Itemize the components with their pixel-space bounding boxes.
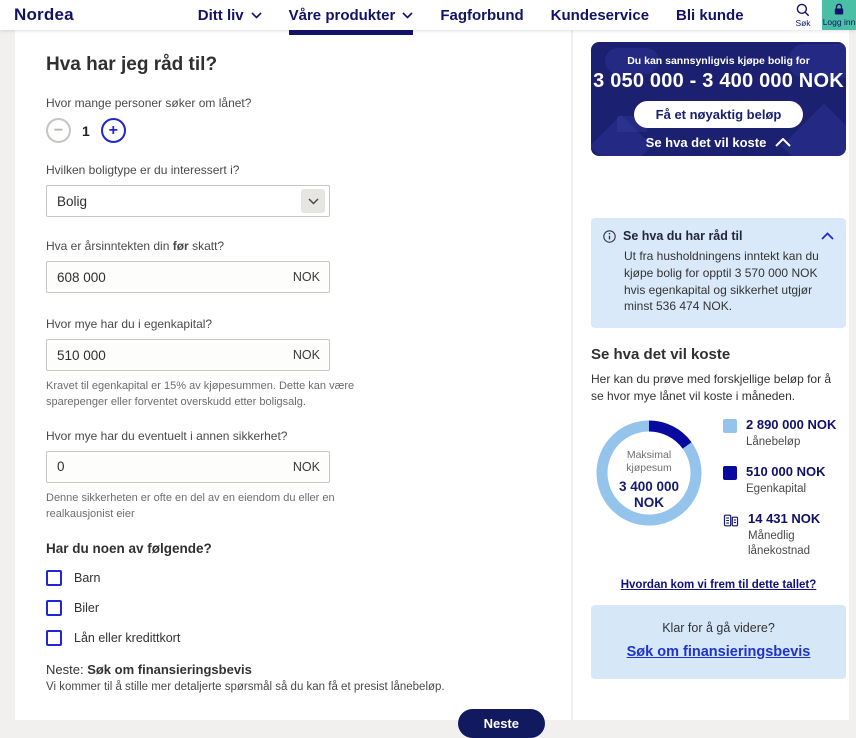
search-icon	[796, 3, 810, 17]
nav-item-bli-kunde[interactable]: Bli kunde	[676, 6, 744, 24]
applicants-value: 1	[82, 122, 90, 139]
equity-input[interactable]	[46, 339, 330, 371]
svg-text:NOK: NOK	[634, 494, 664, 510]
checkbox-lan-kredittkort[interactable]	[46, 630, 62, 646]
other-security-unit: NOK	[292, 459, 320, 474]
price-range-eyebrow: Du kan sannsynligvis kjøpe bolig for	[627, 55, 810, 67]
how-we-calculated-link[interactable]: Hvordan kom vi frem til dette tallet?	[620, 578, 817, 591]
affordability-info-box	[591, 218, 846, 328]
svg-text:3 400 000: 3 400 000	[618, 478, 680, 494]
cost-section-description: Her kan du prøve med forskjellige beløp for å se hvor mye lånet vil koste i måneden.	[591, 372, 832, 403]
chevron-down-icon	[402, 12, 413, 19]
increase-applicants-button[interactable]: +	[101, 118, 126, 143]
search-button[interactable]: Søk	[784, 0, 822, 30]
chart-legend	[723, 415, 840, 559]
legend-item-loan: 2 890 000 NOK Lånebeløp	[723, 417, 840, 450]
cost-section-title: Se hva det vil koste	[591, 346, 731, 364]
login-button[interactable]: Logg inn	[822, 0, 856, 30]
top-navigation-bar	[0, 0, 856, 30]
loan-amount-swatch	[723, 419, 737, 433]
price-range-value: 3 050 000 - 3 400 000 NOK	[593, 70, 844, 92]
lock-icon	[833, 3, 845, 16]
other-security-field-wrapper	[46, 451, 330, 483]
next-button[interactable]: Neste	[458, 709, 545, 738]
select-chevron-button[interactable]	[301, 189, 325, 213]
page-title: Hva har jeg råd til?	[46, 54, 218, 75]
info-icon	[603, 230, 616, 243]
housing-type-select[interactable]	[46, 185, 330, 217]
nav-item-vare-produkter[interactable]: Våre produkter	[289, 0, 414, 30]
svg-text:Maksimal: Maksimal	[626, 448, 672, 461]
header-actions	[784, 0, 856, 30]
next-step-description: Vi kommer til å stille mer detaljerte spørsmål så du kan få et presist lånebeløp.	[46, 680, 445, 693]
content-area	[0, 30, 856, 731]
checkbox-barn[interactable]	[46, 570, 62, 586]
chevron-down-icon	[308, 198, 319, 205]
equity-label: Hvor mye har du i egenkapital?	[46, 317, 213, 331]
main-nav	[198, 0, 744, 30]
income-unit: NOK	[292, 270, 320, 284]
equity-unit: NOK	[292, 348, 320, 362]
chevron-up-icon	[775, 138, 791, 147]
checkbox-row-biler[interactable]	[46, 600, 545, 616]
go-further-box	[591, 605, 846, 679]
chevron-down-icon	[251, 12, 262, 19]
other-security-helper-text: Denne sikkerheten er ofte en del av en eiendom du eller en realkausjonist eier	[46, 491, 335, 520]
next-step-line: Neste: Søk om finansieringsbevis	[46, 661, 252, 677]
income-input[interactable]	[46, 261, 330, 293]
nav-item-kundeservice[interactable]: Kundeservice	[550, 6, 650, 24]
income-label: Hva er årsinntekten din før skatt?	[46, 239, 225, 253]
cost-chart	[591, 415, 846, 559]
nordea-logo[interactable]: Nordea	[14, 5, 74, 24]
applicants-label: Hvor mange personer søker om lånet?	[46, 96, 252, 110]
income-field-wrapper	[46, 261, 330, 293]
other-security-input[interactable]	[46, 451, 330, 483]
equity-field-wrapper	[46, 339, 330, 371]
purchase-sum-donut-chart	[591, 415, 707, 531]
equity-swatch	[723, 466, 737, 480]
apply-financing-certificate-link[interactable]: Søk om finansieringsbevis	[626, 643, 811, 660]
info-box-title: Se hva du har råd til	[623, 229, 743, 243]
checkbox-row-barn[interactable]	[46, 570, 545, 586]
affordability-form	[15, 30, 571, 731]
housing-type-value: Bolig	[57, 193, 88, 209]
nav-item-fagforbund[interactable]: Fagforbund	[440, 6, 524, 24]
legend-item-equity: 510 000 NOK Egenkapital	[723, 464, 840, 497]
go-further-question: Klar for å gå videre?	[662, 620, 775, 635]
svg-text:kjøpesum: kjøpesum	[626, 461, 672, 474]
checkbox-lan-kredittkort-label: Lån eller kredittkort	[74, 630, 181, 645]
see-cost-link[interactable]: Se hva det vil koste	[591, 135, 846, 150]
get-exact-amount-button[interactable]: Få et nøyaktig beløp	[634, 101, 804, 128]
price-range-card	[591, 42, 846, 156]
applicants-stepper	[46, 118, 545, 143]
nav-item-ditt-liv[interactable]: Ditt liv	[198, 0, 262, 30]
info-box-body: Ut fra husholdningens inntekt kan du kjøpe bolig for opptil 3 570 000 NOK hvis egenkapital og sikkerhet utgjør minst 536 474 NOK.	[624, 249, 819, 314]
collapse-chevron-up-icon[interactable]	[821, 232, 834, 240]
checkbox-biler-label: Biler	[74, 600, 100, 615]
checkbox-row-lan-kredittkort[interactable]	[46, 630, 545, 646]
legend-item-monthly-cost: 14 431 NOK Månedlig lånekostnad	[723, 511, 840, 559]
decrease-applicants-button[interactable]: −	[46, 118, 71, 143]
equity-helper-text: Kravet til egenkapital er 15% av kjøpesummen. Dette kan være sparepenger eller forventet overskudd etter boligsalg.	[46, 380, 355, 408]
other-security-label: Hvor mye har du eventuelt i annen sikkerhet?	[46, 428, 288, 443]
housing-type-label: Hvilken boligtype er du interessert i?	[46, 163, 240, 177]
banknotes-icon	[723, 512, 739, 559]
result-sidebar	[573, 30, 849, 720]
checkbox-biler[interactable]	[46, 600, 62, 616]
checkbox-barn-label: Barn	[74, 570, 101, 585]
following-group-title: Har du noen av følgende?	[46, 540, 212, 556]
